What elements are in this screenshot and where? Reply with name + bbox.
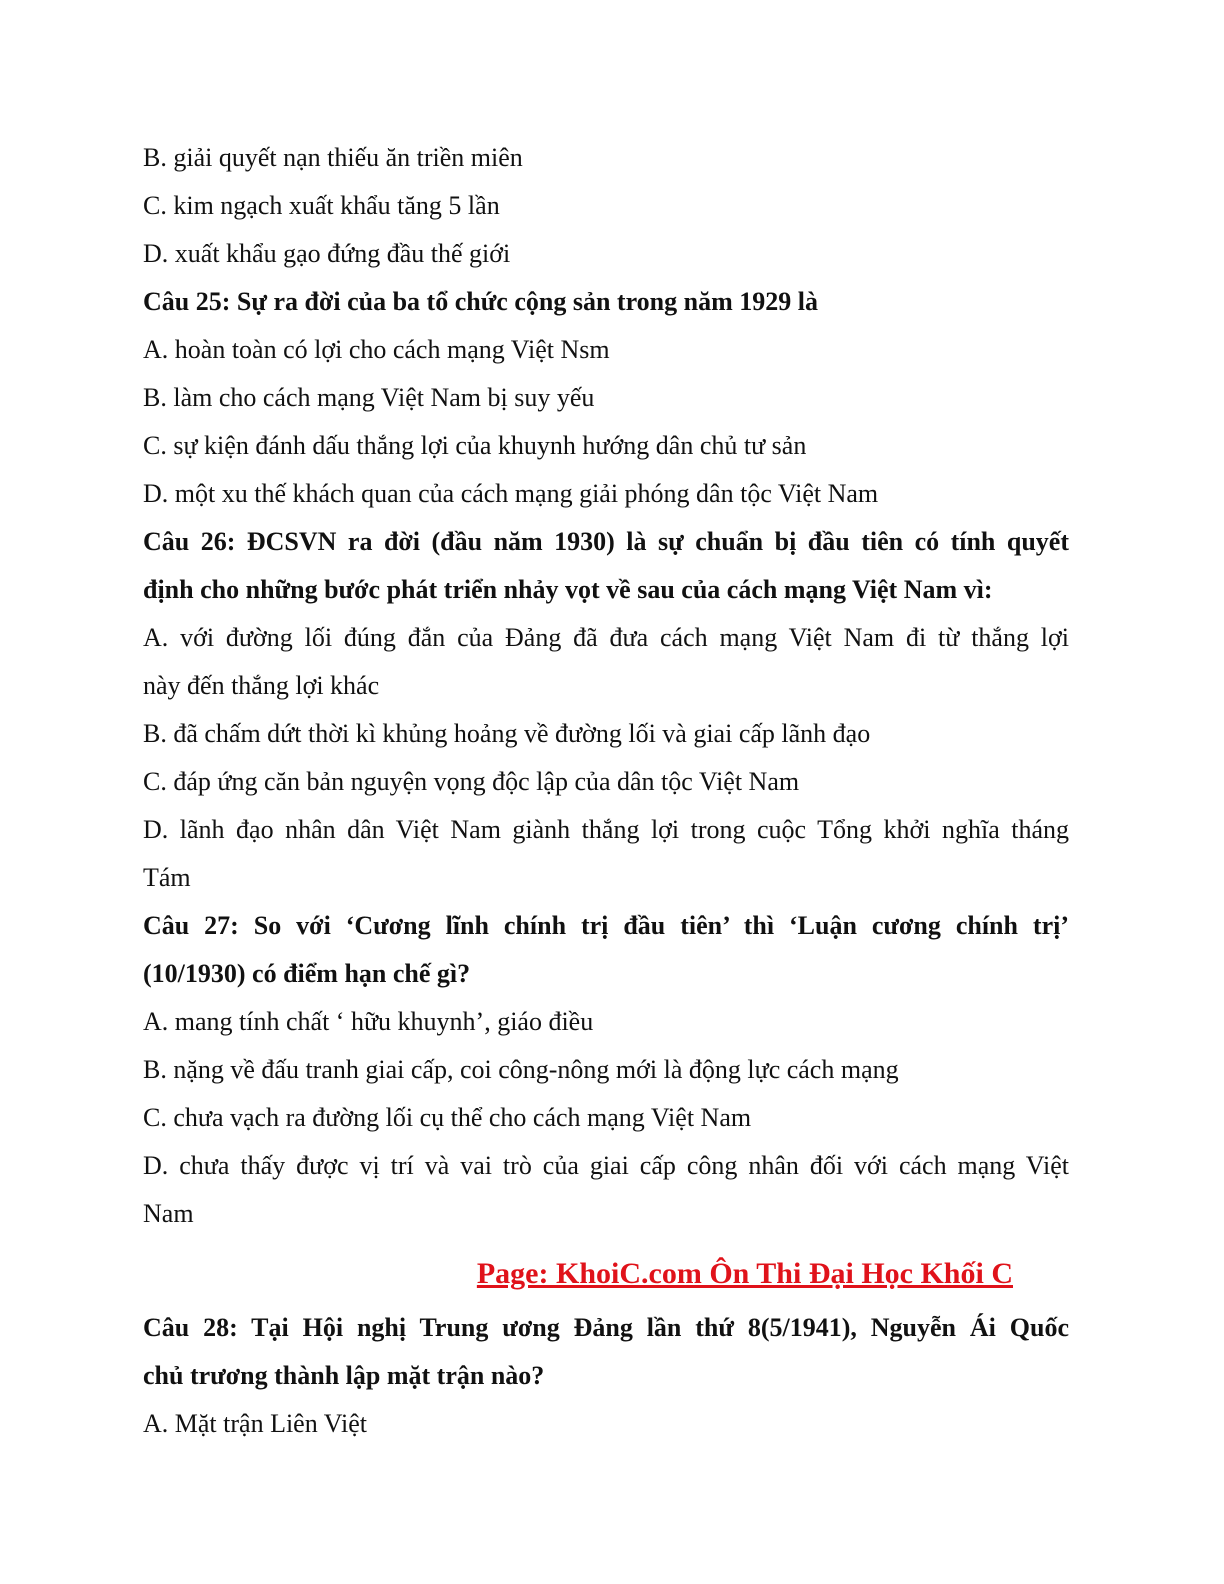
answer-line: này đến thắng lợi khác: [143, 671, 380, 700]
answer-line: B. giải quyết nạn thiếu ăn triền miên: [143, 143, 523, 172]
answer-line: C. sự kiện đánh dấu thắng lợi của khuynh hướng dân chủ tư sản: [143, 431, 807, 460]
question-line: chủ trương thành lập mặt trận nào?: [143, 1361, 545, 1390]
question-line: định cho những bước phát triển nhảy vọt về sau của cách mạng Việt Nam vì:: [143, 575, 993, 604]
questions-block-2: [143, 1304, 1069, 1448]
answer-line: D. lãnh đạo nhân dân Việt Nam giành thắng lợi trong cuộc Tổng khởi nghĩa tháng: [143, 815, 1069, 844]
question-line: Câu 25: Sự ra đời của ba tổ chức cộng sản trong năm 1929 là: [143, 287, 818, 316]
document-content: [143, 134, 1069, 1448]
answer-line: A. Mặt trận Liên Việt: [143, 1409, 367, 1438]
answer-line: A. mang tính chất ‘ hữu khuynh’, giáo điều: [143, 1007, 594, 1036]
answer-line: B. đã chấm dứt thời kì khủng hoảng về đường lối và giai cấp lãnh đạo: [143, 719, 871, 748]
answer-line: A. hoàn toàn có lợi cho cách mạng Việt Nsm: [143, 335, 610, 364]
answer-line: D. một xu thế khách quan của cách mạng giải phóng dân tộc Việt Nam: [143, 479, 879, 508]
answer-line: D. chưa thấy được vị trí và vai trò của giai cấp công nhân đối với cách mạng Việt: [143, 1151, 1069, 1180]
answer-line: B. làm cho cách mạng Việt Nam bị suy yếu: [143, 383, 595, 412]
answer-line: C. kim ngạch xuất khẩu tăng 5 lần: [143, 191, 500, 220]
answer-line: C. chưa vạch ra đường lối cụ thể cho cách mạng Việt Nam: [143, 1103, 752, 1132]
question-line: Câu 28: Tại Hội nghị Trung ương Đảng lần thứ 8(5/1941), Nguyễn Ái Quốc: [143, 1313, 1069, 1342]
questions-block-1: [143, 134, 1069, 1238]
answer-line: B. nặng về đấu tranh giai cấp, coi công-nông mới là động lực cách mạng: [143, 1055, 899, 1084]
question-line: Câu 26: ĐCSVN ra đời (đầu năm 1930) là sự chuẩn bị đầu tiên có tính quyết: [143, 527, 1069, 556]
answer-line: A. với đường lối đúng đắn của Đảng đã đưa cách mạng Việt Nam đi từ thắng lợi: [143, 623, 1069, 652]
answer-line: Nam: [143, 1199, 194, 1228]
question-line: (10/1930) có điểm hạn chế gì?: [143, 959, 471, 988]
question-line: Câu 27: So với ‘Cương lĩnh chính trị đầu tiên’ thì ‘Luận cương chính trị’: [143, 911, 1069, 940]
promo-link[interactable]: Page: KhoiC.com Ôn Thi Đại Học Khối C: [476, 1257, 1013, 1290]
answer-line: C. đáp ứng căn bản nguyện vọng độc lập của dân tộc Việt Nam: [143, 767, 800, 796]
answer-line: D. xuất khẩu gạo đứng đầu thế giới: [143, 239, 511, 268]
answer-line: Tám: [143, 863, 191, 892]
